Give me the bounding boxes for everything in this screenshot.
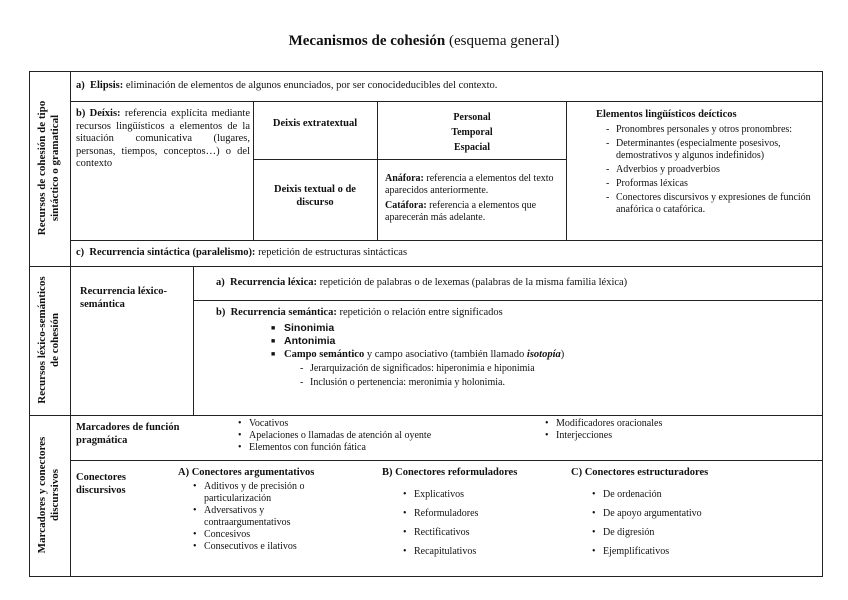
anafora-catafora: Anáfora: referencia a elementos del texto aparecidos anteriormente. Catáfora: referencia a elementos que aparecerán más adelante. [385,173,554,223]
recurrencia-lexica: a) Recurrencia léxica: repetición de palabras o de lexemas (palabras de la misma familia léxica) [216,277,628,288]
s1-v3 [566,101,567,240]
frame-left [29,71,30,577]
s1-v1 [253,101,254,240]
marcadores-list-1: • Vocativos • Apelaciones o llamadas de atención al oyente • Elementos con función fática [237,418,527,454]
conectores-reformuladores: B) Conectores reformuladores • Explicativos • Reformuladores • Rectificativos • Recapitulativos [382,467,562,561]
deixis-definition: b) Deíxis: referencia explícita mediante recursos lingüísticos a elementos de la situación comunicativa (lugares, personas, tiempos, conceptos…) o del contexto [76,108,251,169]
recurrencia-lexico-semantica: Recurrencia léxico-semántica [80,286,167,310]
conectores-argumentativos: A) Conectores argumentativos • Aditivos y de precisión o particularización • Adversativos y contraargumentativos • Concesivos • Consecutivos e ilativos [178,467,378,553]
label-column-line [70,71,71,577]
section-divider-1 [29,266,823,267]
s1-v2 [377,101,378,240]
elipsis-row: a) Elipsis: eliminación de elementos de algunos enunciados, por ser conocideducibles del contexto. [76,80,498,91]
marcadores-title: Marcadores de función pragmática [76,422,180,446]
conectores-estructuradores: C) Conectores estructuradores • De ordenación • De apoyo argumentativo • De digresión • Ejemplificativos [571,467,811,561]
frame-right [822,71,823,577]
frame-bottom [29,576,823,577]
conectores-title: Conectores discursivos [76,472,126,496]
s1-line-recurrencia [70,240,823,241]
s2-v1 [193,266,194,415]
extra-types: Personal Temporal Espacial [451,112,493,153]
recurrencia-sintactica: c) Recurrencia sintáctica (paralelismo): repetición de estructuras sintácticas [76,247,408,258]
frame-top [29,71,823,72]
page-title: Mecanismos de cohesión (esquema general) [288,33,560,49]
elementos-deicticos: Elementos lingüísticos deícticos - Pronombres personales y otros pronombres: - Determinantes (especialmente posesivos, demostrativos y algunos indefinidos) - Adverbios y proadverbios - Proformas léxicas - Conectores discursivos y expresiones de función anafórica o catafórica. [574,109,818,218]
section-divider-2 [29,415,823,416]
marcadores-list-2: • Modificadores oracionales • Interjecciones [544,418,814,442]
recurrencia-semantica: b) Recurrencia semántica: repetición o relación entre significados ■ Sinonimia ■ Antonimia ■ Campo semántico y campo asociativo (también llamado isotopía) - Jerarquización de significados: hiperonimia e hiponimia - Inclusión o pertenencia: meronimia y holonimia. [216,307,816,391]
deixis-textual: Deixis textual o de discurso [274,184,356,208]
deixis-extratextual: Deixis extratextual [272,118,358,129]
s1-line-elipsis [70,101,823,102]
s3-h1 [70,460,823,461]
s2-h1 [193,300,823,301]
s1-h-mid [253,159,566,160]
section2-label: Recursos léxico-semánticos de cohesión [36,276,61,404]
section1-label: Recursos de cohesión de tipo sintáctico o gramatical [36,100,61,236]
section3-label: Marcadores y conectores discursivos [36,436,61,554]
